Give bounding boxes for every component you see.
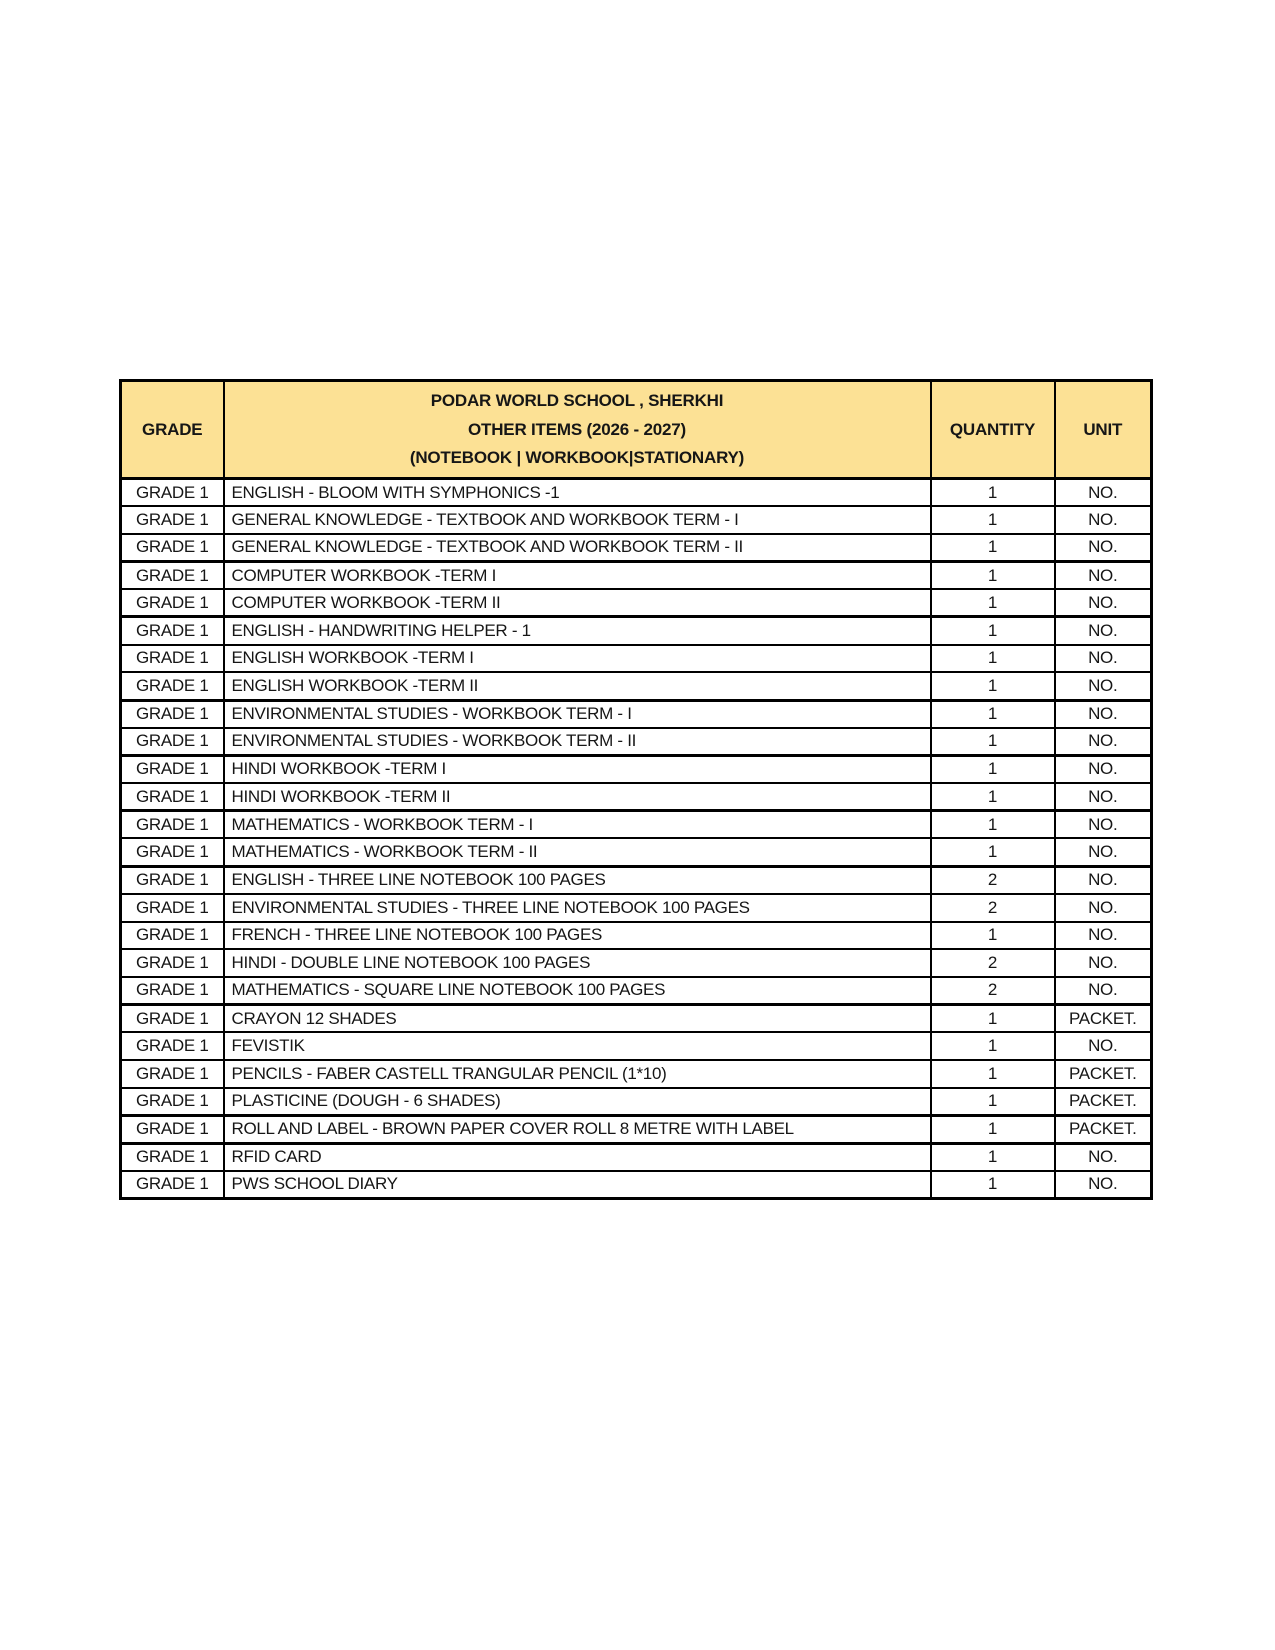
item-cell: MATHEMATICS - WORKBOOK TERM - II: [224, 838, 931, 866]
item-cell: ENGLISH WORKBOOK -TERM II: [224, 672, 931, 700]
grade-cell: GRADE 1: [121, 838, 224, 866]
quantity-cell: 1: [931, 534, 1055, 562]
quantity-cell: 1: [931, 838, 1055, 866]
quantity-cell: 1: [931, 700, 1055, 728]
unit-cell: PACKET.: [1055, 1115, 1152, 1143]
school-title: PODAR WORLD SCHOOL , SHERKHI: [430, 391, 724, 410]
grade-cell: GRADE 1: [121, 1005, 224, 1033]
grade-cell: GRADE 1: [121, 562, 224, 590]
table-row: [121, 977, 1152, 1005]
grade-cell: GRADE 1: [121, 1115, 224, 1143]
item-cell: PLASTICINE (DOUGH - 6 SHADES): [224, 1088, 931, 1116]
table-row: [121, 783, 1152, 811]
item-cell: RFID CARD: [224, 1143, 931, 1171]
quantity-cell: 2: [931, 894, 1055, 922]
table-row: [121, 672, 1152, 700]
quantity-cell: 2: [931, 977, 1055, 1005]
table-row: [121, 479, 1152, 507]
table-row: [121, 1171, 1152, 1199]
item-cell: ENVIRONMENTAL STUDIES - WORKBOOK TERM - I: [224, 700, 931, 728]
supply-list-table: [119, 379, 1153, 1200]
items-column-header: [224, 381, 931, 479]
item-cell: ENGLISH WORKBOOK -TERM I: [224, 645, 931, 673]
unit-cell: NO.: [1055, 1032, 1152, 1060]
header-row: [121, 381, 1152, 479]
supply-list-table-container: [119, 379, 1150, 1200]
unit-cell: NO.: [1055, 811, 1152, 839]
table-row: [121, 1060, 1152, 1088]
table-row: [121, 1143, 1152, 1171]
unit-cell: NO.: [1055, 977, 1152, 1005]
quantity-cell: 1: [931, 645, 1055, 673]
table-row: [121, 755, 1152, 783]
quantity-cell: 1: [931, 1005, 1055, 1033]
table-row: [121, 949, 1152, 977]
quantity-cell: 1: [931, 1171, 1055, 1199]
item-cell: HINDI - DOUBLE LINE NOTEBOOK 100 PAGES: [224, 949, 931, 977]
item-cell: GENERAL KNOWLEDGE - TEXTBOOK AND WORKBOOK TERM - I: [224, 506, 931, 534]
unit-cell: NO.: [1055, 949, 1152, 977]
item-cell: COMPUTER WORKBOOK -TERM II: [224, 589, 931, 617]
table-row: [121, 1115, 1152, 1143]
grade-cell: GRADE 1: [121, 617, 224, 645]
item-cell: HINDI WORKBOOK -TERM I: [224, 755, 931, 783]
unit-cell: NO.: [1055, 534, 1152, 562]
quantity-cell: 2: [931, 866, 1055, 894]
grade-cell: GRADE 1: [121, 811, 224, 839]
item-cell: MATHEMATICS - SQUARE LINE NOTEBOOK 100 PAGES: [224, 977, 931, 1005]
grade-column-header: GRADE: [121, 381, 224, 479]
unit-cell: PACKET.: [1055, 1060, 1152, 1088]
table-row: [121, 1032, 1152, 1060]
unit-cell: NO.: [1055, 783, 1152, 811]
table-row: [121, 589, 1152, 617]
table-row: [121, 1088, 1152, 1116]
grade-cell: GRADE 1: [121, 1088, 224, 1116]
item-cell: ENVIRONMENTAL STUDIES - THREE LINE NOTEBOOK 100 PAGES: [224, 894, 931, 922]
quantity-cell: 1: [931, 783, 1055, 811]
item-cell: PENCILS - FABER CASTELL TRANGULAR PENCIL (1*10): [224, 1060, 931, 1088]
quantity-cell: 1: [931, 1032, 1055, 1060]
quantity-cell: 1: [931, 755, 1055, 783]
unit-cell: NO.: [1055, 672, 1152, 700]
quantity-cell: 2: [931, 949, 1055, 977]
grade-cell: GRADE 1: [121, 700, 224, 728]
unit-cell: NO.: [1055, 562, 1152, 590]
table-row: [121, 506, 1152, 534]
table-row: [121, 534, 1152, 562]
quantity-cell: 1: [931, 811, 1055, 839]
item-cell: ENGLISH - HANDWRITING HELPER - 1: [224, 617, 931, 645]
unit-cell: NO.: [1055, 755, 1152, 783]
item-cell: CRAYON 12 SHADES: [224, 1005, 931, 1033]
table-row: [121, 922, 1152, 950]
item-cell: FRENCH - THREE LINE NOTEBOOK 100 PAGES: [224, 922, 931, 950]
grade-cell: GRADE 1: [121, 728, 224, 756]
unit-cell: NO.: [1055, 645, 1152, 673]
unit-cell: NO.: [1055, 1143, 1152, 1171]
unit-cell: NO.: [1055, 866, 1152, 894]
item-cell: ENVIRONMENTAL STUDIES - WORKBOOK TERM - II: [224, 728, 931, 756]
unit-cell: NO.: [1055, 1171, 1152, 1199]
item-cell: PWS SCHOOL DIARY: [224, 1171, 931, 1199]
quantity-cell: 1: [931, 617, 1055, 645]
item-cell: ROLL AND LABEL - BROWN PAPER COVER ROLL 8 METRE WITH LABEL: [224, 1115, 931, 1143]
quantity-cell: 1: [931, 479, 1055, 507]
item-cell: MATHEMATICS - WORKBOOK TERM - I: [224, 811, 931, 839]
quantity-cell: 1: [931, 506, 1055, 534]
table-row: [121, 894, 1152, 922]
table-row: [121, 617, 1152, 645]
grade-cell: GRADE 1: [121, 755, 224, 783]
grade-cell: GRADE 1: [121, 589, 224, 617]
unit-cell: NO.: [1055, 506, 1152, 534]
table-row: [121, 811, 1152, 839]
grade-cell: GRADE 1: [121, 783, 224, 811]
grade-cell: GRADE 1: [121, 866, 224, 894]
quantity-cell: 1: [931, 1115, 1055, 1143]
unit-cell: NO.: [1055, 589, 1152, 617]
grade-cell: GRADE 1: [121, 534, 224, 562]
grade-cell: GRADE 1: [121, 1143, 224, 1171]
quantity-column-header: QUANTITY: [931, 381, 1055, 479]
quantity-cell: 1: [931, 1088, 1055, 1116]
unit-cell: PACKET.: [1055, 1005, 1152, 1033]
grade-cell: GRADE 1: [121, 1171, 224, 1199]
unit-cell: NO.: [1055, 894, 1152, 922]
grade-cell: GRADE 1: [121, 894, 224, 922]
item-cell: ENGLISH - BLOOM WITH SYMPHONICS -1: [224, 479, 931, 507]
quantity-cell: 1: [931, 1143, 1055, 1171]
table-row: [121, 838, 1152, 866]
item-cell: HINDI WORKBOOK -TERM II: [224, 783, 931, 811]
quantity-cell: 1: [931, 728, 1055, 756]
item-cell: GENERAL KNOWLEDGE - TEXTBOOK AND WORKBOOK TERM - II: [224, 534, 931, 562]
quantity-cell: 1: [931, 1060, 1055, 1088]
quantity-cell: 1: [931, 562, 1055, 590]
table-row: [121, 728, 1152, 756]
grade-cell: GRADE 1: [121, 1060, 224, 1088]
item-cell: ENGLISH - THREE LINE NOTEBOOK 100 PAGES: [224, 866, 931, 894]
unit-cell: NO.: [1055, 728, 1152, 756]
quantity-cell: 1: [931, 589, 1055, 617]
unit-cell: NO.: [1055, 922, 1152, 950]
table-body: [121, 479, 1152, 1199]
unit-cell: PACKET.: [1055, 1088, 1152, 1116]
list-subtitle: (NOTEBOOK | WORKBOOK|STATIONARY): [409, 448, 745, 467]
grade-cell: GRADE 1: [121, 1032, 224, 1060]
unit-cell: NO.: [1055, 617, 1152, 645]
grade-cell: GRADE 1: [121, 506, 224, 534]
unit-cell: NO.: [1055, 700, 1152, 728]
grade-cell: GRADE 1: [121, 977, 224, 1005]
grade-cell: GRADE 1: [121, 645, 224, 673]
table-row: [121, 700, 1152, 728]
table-row: [121, 866, 1152, 894]
item-cell: COMPUTER WORKBOOK -TERM I: [224, 562, 931, 590]
grade-cell: GRADE 1: [121, 949, 224, 977]
table-row: [121, 645, 1152, 673]
table-row: [121, 1005, 1152, 1033]
unit-cell: NO.: [1055, 838, 1152, 866]
quantity-cell: 1: [931, 672, 1055, 700]
grade-cell: GRADE 1: [121, 672, 224, 700]
list-title: OTHER ITEMS (2026 - 2027): [468, 419, 686, 439]
unit-column-header: UNIT: [1055, 381, 1152, 479]
unit-cell: NO.: [1055, 479, 1152, 507]
item-cell: FEVISTIK: [224, 1032, 931, 1060]
quantity-cell: 1: [931, 922, 1055, 950]
table-header: [121, 381, 1152, 479]
grade-cell: GRADE 1: [121, 479, 224, 507]
grade-cell: GRADE 1: [121, 922, 224, 950]
table-row: [121, 562, 1152, 590]
